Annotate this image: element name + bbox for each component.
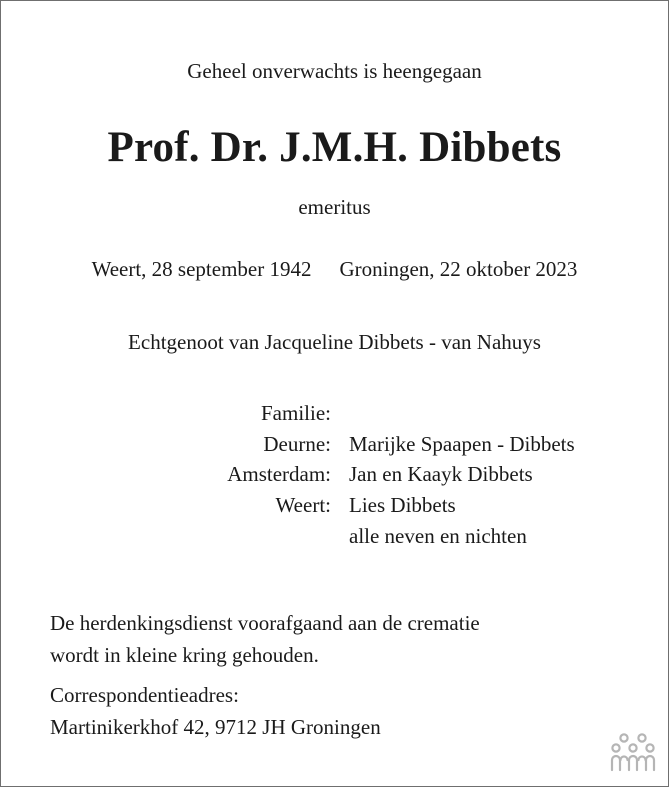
family-row — [1, 462, 668, 492]
life-dates — [1, 257, 668, 282]
family-row — [1, 524, 668, 554]
death-date: Groningen, 22 oktober 2023 — [339, 257, 578, 281]
correspondence-address: Martinikerkhof 42, 9712 JH Groningen — [50, 715, 381, 739]
spouse-line: Echtgenoot van Jacqueline Dibbets - van Nahuys — [128, 330, 541, 354]
service-line: De herdenkingsdienst voorafgaand aan de crematie — [50, 611, 480, 635]
family-names: Marijke Spaapen - Dibbets — [349, 432, 575, 456]
family-place: Deurne: — [263, 432, 331, 456]
intro-text: Geheel onverwachts is heengegaan — [187, 59, 482, 83]
correspondence-block — [50, 679, 381, 743]
family-row — [1, 432, 668, 462]
family-names: alle neven en nichten — [349, 524, 527, 548]
family-place: Weert: — [275, 493, 331, 517]
family-heading: Familie: — [261, 401, 331, 425]
family-row — [1, 493, 668, 523]
deceased-title: emeritus — [298, 195, 371, 219]
service-line: wordt in kleine kring gehouden. — [50, 643, 319, 667]
deceased-name: Prof. Dr. J.M.H. Dibbets — [107, 124, 562, 171]
family-heading-row — [1, 401, 668, 431]
family-group-icon — [610, 732, 656, 772]
family-names: Lies Dibbets — [349, 493, 456, 517]
family-place: Amsterdam: — [227, 462, 331, 486]
service-notice — [50, 607, 480, 671]
birth-date: Weert, 28 september 1942 — [91, 257, 312, 281]
correspondence-label: Correspondentieadres: — [50, 683, 239, 707]
family-names: Jan en Kaayk Dibbets — [349, 462, 533, 486]
